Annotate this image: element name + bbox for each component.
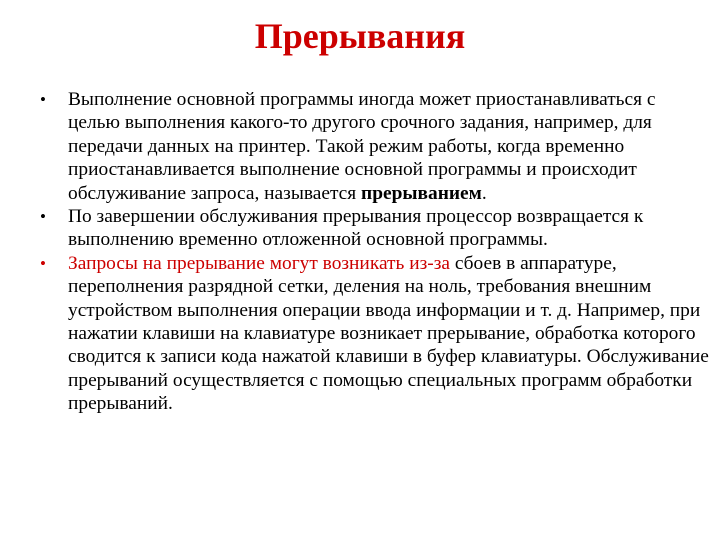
bullet-red-text: Запросы на прерывание могут возникать из-за — [68, 252, 450, 274]
bullet-marker: • — [40, 90, 46, 109]
bullet-text: Выполнение основной программы иногда может приостанавливаться с целью выполнения какого-то другого срочного задания, например, для передачи данных на принтер. Такой режим работы, когда временно приостанавливается выполнение основной программы и происходит обслуживание запроса, называется — [68, 89, 656, 204]
bullet-item-1 — [40, 88, 710, 205]
bullet-item-2 — [40, 205, 710, 252]
bullet-marker: • — [40, 207, 46, 227]
bullet-text: сбоев в аппаратуре, переполнения разрядной сетки, деления на ноль, требования внешним устройством выполнения операции ввода информации и т. д. Например, при нажатии клавиши на клавиатуре возникает прерывание, обработка которого сводится к записи кода нажатой клавиши в буфер клавиатуры. Обслуживание прерываний осуществляется с помощью специальных программ обработки прерываний. — [68, 252, 709, 415]
bullet-marker: • — [40, 253, 46, 273]
bullet-text-end: . — [481, 182, 487, 204]
bullet-item-3 — [40, 252, 710, 416]
bullet-text: По завершении обслуживания прерывания процессор возвращается к выполнению временно отложенной основной программы. — [68, 206, 644, 251]
bullet-bold-term: прерыванием — [361, 182, 482, 204]
slide-title: Прерывания — [254, 16, 466, 56]
bullet-list — [40, 88, 710, 416]
